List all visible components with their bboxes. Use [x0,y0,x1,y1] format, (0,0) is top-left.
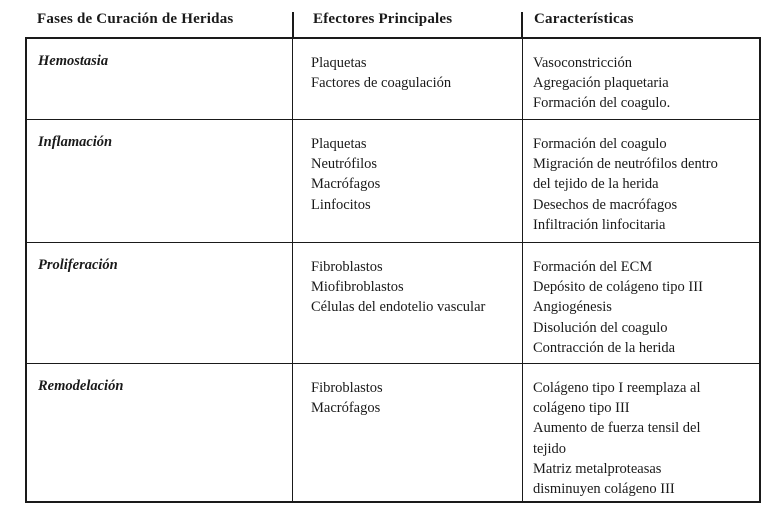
feature-item: del tejido de la herida [533,176,659,193]
phase-name: Proliferación [38,257,118,273]
table-row [27,119,759,242]
phase-cell [27,120,293,242]
features-list [533,53,670,114]
effector-item: Factores de coagulación [311,75,452,92]
table-row [27,39,759,119]
feature-item: Formación del coagulo [533,136,667,152]
feature-item: Aumento de fuerza tensil del [533,420,701,437]
feature-item: Contracción de la herida [533,339,676,356]
effector-item: Plaquetas [311,136,367,152]
feature-item: Vasoconstricción [533,55,633,71]
effectors-list [311,257,485,318]
table-row [27,363,759,501]
effector-item: Linfocitos [311,196,371,213]
effector-item: Fibroblastos [311,380,383,396]
feature-item: Migración de neutrófilos dentro [533,156,718,173]
phase-name: Inflamación [38,134,113,150]
header-phases: Fases de Curación de Heridas [37,11,234,27]
feature-item: colágeno tipo III [533,400,630,417]
feature-item: disminuyen colágeno III [533,481,675,498]
effector-item: Neutrófilos [311,156,378,173]
feature-item: Agregación plaquetaria [533,75,669,92]
features-cell [523,120,761,242]
feature-item: Formación del coagulo. [533,95,671,112]
effectors-cell [293,243,523,363]
effector-item: Fibroblastos [311,259,383,275]
feature-item: Depósito de colágeno tipo III [533,279,703,296]
header-features: Características [534,11,634,27]
header-divider [521,12,523,38]
feature-item: Disolución del coagulo [533,319,668,336]
features-cell [523,243,761,363]
feature-item: Colágeno tipo I reemplaza al [533,380,701,396]
feature-item: Desechos de macrófagos [533,196,678,213]
features-cell [523,364,761,501]
effector-item: Células del endotelio vascular [311,299,486,316]
feature-item: Matriz metalproteasas [533,460,662,477]
phase-cell [27,364,293,501]
effectors-cell [293,120,523,242]
effectors-list [311,378,383,418]
feature-item: Angiogénesis [533,299,612,316]
phase-name: Remodelación [38,378,124,394]
features-cell [523,39,761,119]
features-list [533,134,718,235]
features-list [533,378,701,499]
effectors-cell [293,364,523,501]
phase-cell [27,39,293,119]
effector-item: Macrófagos [311,400,381,417]
table-header [0,0,782,38]
phase-name: Hemostasia [38,53,109,69]
effectors-list [311,53,451,93]
header-divider [292,12,294,38]
effectors-cell [293,39,523,119]
effectors-list [311,134,380,215]
feature-item: Infiltración linfocitaria [533,216,666,233]
header-effectors: Efectores Principales [313,11,453,27]
feature-item: Formación del ECM [533,259,653,275]
effector-item: Miofibroblastos [311,279,404,296]
effector-item: Macrófagos [311,176,381,193]
phase-cell [27,243,293,363]
features-list [533,257,703,358]
feature-item: tejido [533,440,567,457]
table-row [27,242,759,363]
healing-phases-table [25,37,761,503]
effector-item: Plaquetas [311,55,367,71]
